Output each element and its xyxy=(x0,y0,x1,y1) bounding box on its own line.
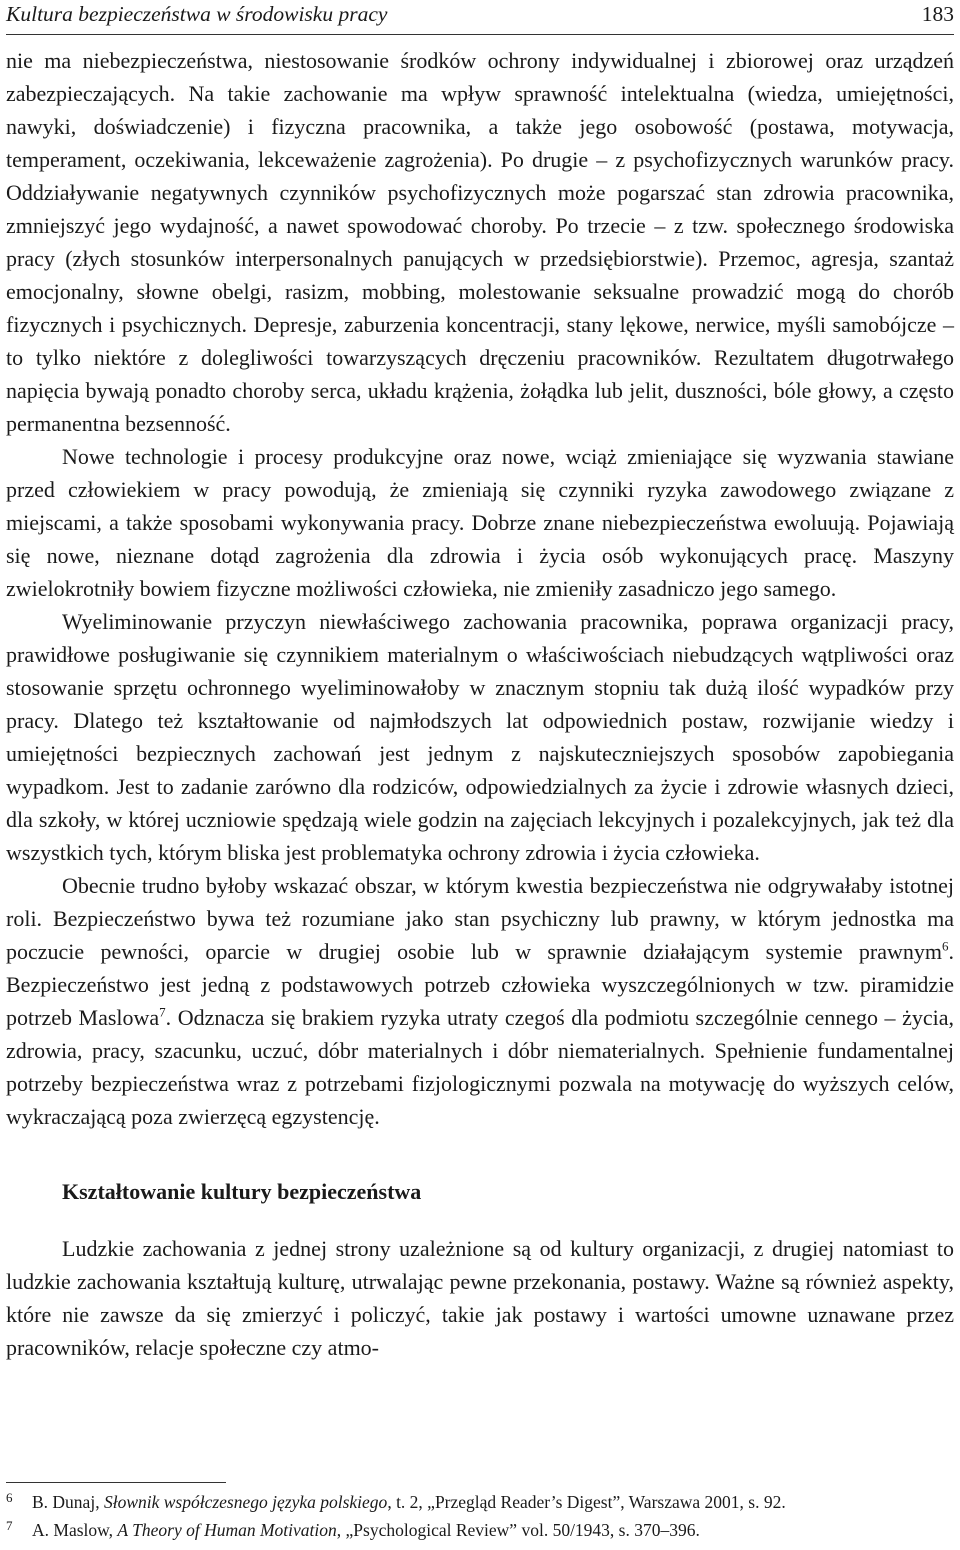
footnote-ref-6[interactable]: 6 xyxy=(942,938,949,954)
footnote-text-title: A Theory of Human Motivation xyxy=(117,1520,337,1540)
paragraph-3: Wyeliminowanie przyczyn niewłaściwego zachowania pracownika, poprawa organizacji pracy, prawidłowe posługiwanie się czynnikiem materialnym o właściwościach niebudzących wątpliwości oraz stosowanie sprzętu ochronnego wyeliminowałoby w znacznym stopniu tak dużą ilość wypadków przy pracy. Dlatego też kształtowanie od najmłodszych lat odpowiednich postaw, rozwijanie wiedzy i umiejętności bezpiecznych zachowań jest jednym z najskuteczniejszych sposobów zapobiegania wypadkom. Jest to zadanie zarówno dla rodziców, odpowiedzialnych za życie i zdrowie własnych dzieci, dla szkoły, w której uczniowie spędzają wiele godzin na zajęciach lekcyjnych i pozalekcyjnych, jak też dla wszystkich tych, którym bliska jest problematyka ochrony zdrowia i życia człowieka. xyxy=(6,609,954,865)
footnote-text-rest: , t. 2, „Przegląd Reader’s Digest”, Warszawa 2001, s. 92. xyxy=(387,1492,786,1512)
footnote-rule xyxy=(6,1482,226,1483)
paragraph-4-part-a: Obecnie trudno byłoby wskazać obszar, w którym kwestia bezpieczeństwa nie odgrywałaby istotnej roli. Bezpieczeństwo bywa też rozumiane jako stan psychiczny lub prawny, w którym jednostka ma poczucie pewności, oparcie w drugiej osobie lub w sprawnie działającym systemie prawnym xyxy=(6,873,954,964)
footnotes xyxy=(6,1488,954,1544)
paragraph-5: Ludzkie zachowania z jednej strony uzależnione są od kultury organizacji, z drugiej natomiast to ludzkie zachowania kształtują kulturę, utrwalając pewne przekonania, postawy. Ważne są również aspekty, które nie zawsze da się zmierzyć i policzyć, takie jak postawy i wartości umowne uznawane przez pracowników, relacje społeczne czy atmo- xyxy=(6,1236,954,1360)
footnote-text-author: A. Maslow, xyxy=(32,1520,118,1540)
footnote-6 xyxy=(6,1488,954,1516)
footnote-text-title: Słownik współczesnego języka polskiego xyxy=(103,1492,388,1512)
footnote-text-author: B. Dunaj, xyxy=(32,1492,104,1512)
footnote-text xyxy=(32,1516,954,1544)
body-text xyxy=(6,44,954,1364)
paragraph-4-part-b: . Bezpieczeństwo jest jedną z podstawowych potrzeb człowieka wyszczególnionych w tzw. piramidzie potrzeb Maslowa xyxy=(6,939,954,1030)
paragraph-4 xyxy=(6,869,954,1133)
footnote-text xyxy=(32,1488,954,1516)
paragraph-2: Nowe technologie i procesy produkcyjne oraz nowe, wciąż zmieniające się wyzwania stawiane przed człowiekiem w pracy powodują, że zmieniają się czynniki ryzyka zawodowego związane z miejscami, a także sposobami wykonywania pracy. Dobrze znane niebezpieczeństwa ewoluują. Pojawiają się nowe, nieznane dotąd zagrożenia dla zdrowia i życia osób wykonujących pracę. Maszyny zwielokrotniły bowiem fizyczne możliwości człowieka, nie zmieniły zasadniczo jego samego. xyxy=(6,444,954,601)
footnote-number: 6 xyxy=(6,1490,13,1505)
paragraph-1: nie ma niebezpieczeństwa, niestosowanie środków ochrony indywidualnej i zbiorowej oraz urządzeń zabezpieczających. Na takie zachowanie ma wpływ sprawność intelektualna (wiedza, umiejętności, nawyki, doświadczenie) i fizyczna pracownika, a także jego osobowość (postawa, motywacja, temperament, oczekiwania, lekceważenie zagrożenia). Po drugie – z psychofizycznych warunków pracy. Oddziaływanie negatywnych czynników psychofizycznych może pogarszać stan zdrowia pracownika, zmniejszyć jego wydajność, a nawet spowodować choroby. Po trzecie – z tzw. społecznego środowiska pracy (złych stosunków interpersonalnych panujących w przedsiębiorstwie). Przemoc, agresja, szantaż emocjonalny, słowne obelgi, rasizm, mobbing, molestowanie seksualne prowadzić mogą do chorób fizycznych i psychicznych. Depresje, zaburzenia koncentracji, stany lękowe, nerwice, myśli samobójcze – to tylko niektóre z dolegliwości towarzyszących dręczeniu pracowników. Rezultatem długotrwałego napięcia bywają ponadto choroby serca, układu krążenia, żołądka lub jelit, duszności, bóle głowy, a często permanentna bezsenność. xyxy=(6,48,954,436)
running-title: Kultura bezpieczeństwa w środowisku pracy xyxy=(6,2,388,26)
section-heading: Kształtowanie kultury bezpieczeństwa xyxy=(62,1179,422,1204)
page-header xyxy=(6,2,954,32)
paragraph-4-part-c: . Odznacza się brakiem ryzyka utraty czegoś dla podmiotu szczególnie cennego – życia, zdrowia, pracy, szacunku, uczuć, dóbr materialnych i dóbr niematerialnych. Spełnienie fundamentalnej potrzeby bezpieczeństwa wraz z potrzebami fizjologicznymi pozwala na motywację do wyższych celów, wykraczającą poza zwierzęcą egzystencję. xyxy=(6,1005,954,1129)
footnote-ref-7[interactable]: 7 xyxy=(159,1004,166,1020)
footnote-number: 7 xyxy=(6,1518,13,1533)
page-number: 183 xyxy=(921,2,954,26)
footnote-text-rest: , „Psychological Review” vol. 50/1943, s. 370–396. xyxy=(336,1520,700,1540)
footnote-7 xyxy=(6,1516,954,1544)
header-rule xyxy=(6,34,954,35)
